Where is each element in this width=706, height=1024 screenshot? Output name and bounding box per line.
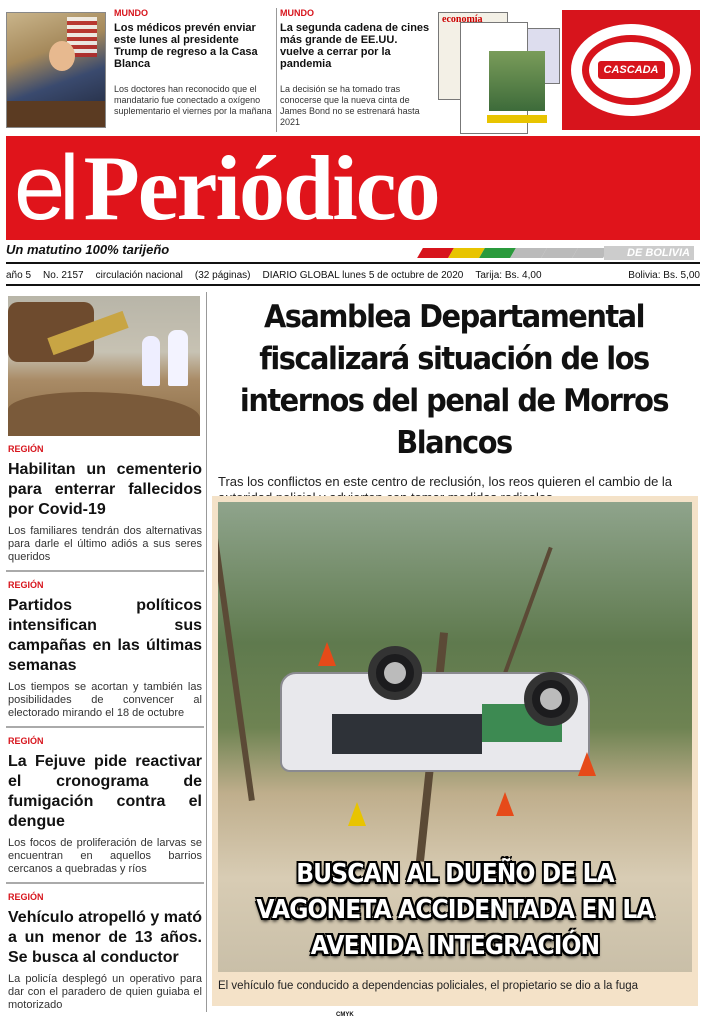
- teaser-headline[interactable]: La segunda cadena de cines más grande de EE.UU. vuelve a cerrar por la pandemia: [280, 22, 430, 70]
- item-summary: Los focos de proliferación de larvas se encuentran en aquellos barrios cercanos a quebradas y ríos: [8, 837, 202, 875]
- worker-figure: [142, 336, 160, 386]
- traffic-cone: [318, 642, 336, 666]
- traffic-cone: [348, 802, 366, 826]
- magazine-cover-promo[interactable]: [438, 12, 562, 134]
- cover-band: [487, 115, 547, 123]
- cover-page: [460, 22, 528, 134]
- teaser-headline[interactable]: Los médicos prevén enviar este lunes al presidente Trump de regreso a la Casa Blanca: [114, 22, 258, 70]
- teaser-kicker: MUNDO: [114, 8, 148, 18]
- issue-pages: (32 páginas): [194, 270, 251, 281]
- car-wheel: [368, 646, 422, 700]
- main-headline[interactable]: Asamblea Departamental fiscalizará situación de los internos del penal de Morros Blancos: [239, 299, 669, 461]
- issue-info-bar: [6, 266, 700, 286]
- item-kicker: REGIÓN: [8, 892, 44, 902]
- portrait-face: [49, 41, 75, 71]
- cemetery-photo[interactable]: [8, 296, 200, 436]
- ad-inner-ring: [582, 35, 680, 105]
- item-summary: Los familiares tendrán dos alternativas para darle el último adiós a sus seres queridos: [8, 525, 202, 563]
- car-wheel: [524, 672, 578, 726]
- ad-ring: [571, 24, 691, 116]
- price-bolivia: Bolivia: Bs. 5,00: [628, 270, 700, 281]
- teaser-summary: La decisión se ha tomado tras conocerse que la nueva cinta de James Bond no se estrenará hasta 2021: [280, 84, 420, 127]
- cascada-ad[interactable]: [562, 10, 700, 130]
- trump-photo: [6, 12, 106, 128]
- teaser-trump[interactable]: [6, 8, 272, 132]
- main-story[interactable]: [212, 296, 696, 506]
- photo-caption: El vehículo fue conducido a dependencias policiales, el propietario se dio a la fuga: [218, 980, 639, 992]
- item-summary: Los tiempos se acortan y también las posibilidades de convencer al electorado mirando el 18 de octubre: [8, 681, 202, 719]
- issue-circulation: circulación nacional: [95, 270, 183, 281]
- main-summary: Tras los conflictos en este centro de reclusión, los reos quieren el cambio de la: [218, 474, 673, 489]
- bolivia-flag-bar: [420, 248, 606, 258]
- item-headline[interactable]: La Fejuve pide reactivar el cronograma de fumigación contra el dengue: [8, 753, 202, 830]
- photo-overlay-headline[interactable]: BUSCAN AL DUEÑO DE LA VAGONETA ACCIDENTADA EN LA AVENIDA INTEGRACIÓN: [256, 859, 654, 961]
- issue-number: No. 2157: [43, 270, 84, 281]
- logo-prefix: el: [14, 137, 74, 239]
- news-item[interactable]: [6, 736, 204, 884]
- ad-logo: CASCADA: [598, 61, 665, 79]
- tree-trunk: [218, 503, 255, 801]
- news-item[interactable]: [6, 892, 204, 1018]
- item-kicker: REGIÓN: [8, 580, 44, 590]
- left-column: [6, 292, 204, 1018]
- item-kicker: REGIÓN: [8, 736, 44, 746]
- worker-figure: [168, 330, 188, 386]
- traffic-cone: [578, 752, 596, 776]
- cover-brand: economía: [442, 14, 483, 25]
- print-registration-mark: CMYK: [336, 1012, 354, 1018]
- teaser-cinemas[interactable]: [280, 8, 434, 132]
- column-divider: [206, 292, 207, 1012]
- logo-main: Periódico: [83, 137, 439, 239]
- dirt-mound: [8, 392, 200, 436]
- region-label: DE BOLIVIA: [604, 246, 694, 260]
- teaser-summary: Los doctores han reconocido que el mandatario fue conectado a oxígeno suplementario el viernes por la mañana: [114, 84, 272, 116]
- item-headline[interactable]: Habilitan un cementerio para enterrar fallecidos por Covid-19: [8, 461, 202, 518]
- price-tarija: Tarija: Bs. 4,00: [475, 270, 542, 281]
- newspaper-logo: [14, 136, 439, 240]
- item-kicker: REGIÓN: [8, 444, 44, 454]
- tagline: Un matutino 100% tarijeño: [6, 242, 170, 257]
- featured-photo-box[interactable]: [212, 496, 698, 1006]
- cover-image: [489, 51, 545, 111]
- top-teasers: [6, 8, 700, 132]
- masthead[interactable]: [6, 136, 700, 240]
- item-headline[interactable]: Partidos políticos intensifican sus campañas en las últimas semanas: [8, 597, 202, 674]
- issue-year: año 5: [6, 270, 32, 281]
- masthead-rule: [6, 262, 700, 264]
- teaser-kicker: MUNDO: [280, 8, 314, 18]
- column-divider: [276, 8, 277, 132]
- traffic-cone: [496, 792, 514, 816]
- issue-date: DIARIO GLOBAL lunes 5 de octubre de 2020: [262, 270, 464, 281]
- news-item[interactable]: [6, 580, 204, 728]
- desk-graphic: [7, 101, 105, 127]
- item-summary: La policía desplegó un operativo para dar con el paradero de quien guiaba el motorizado: [8, 973, 202, 1011]
- news-item[interactable]: [6, 444, 204, 572]
- car-window: [332, 714, 482, 754]
- item-headline[interactable]: Vehículo atropelló y mató a un menor de 13 años. Se busca al conductor: [8, 909, 202, 966]
